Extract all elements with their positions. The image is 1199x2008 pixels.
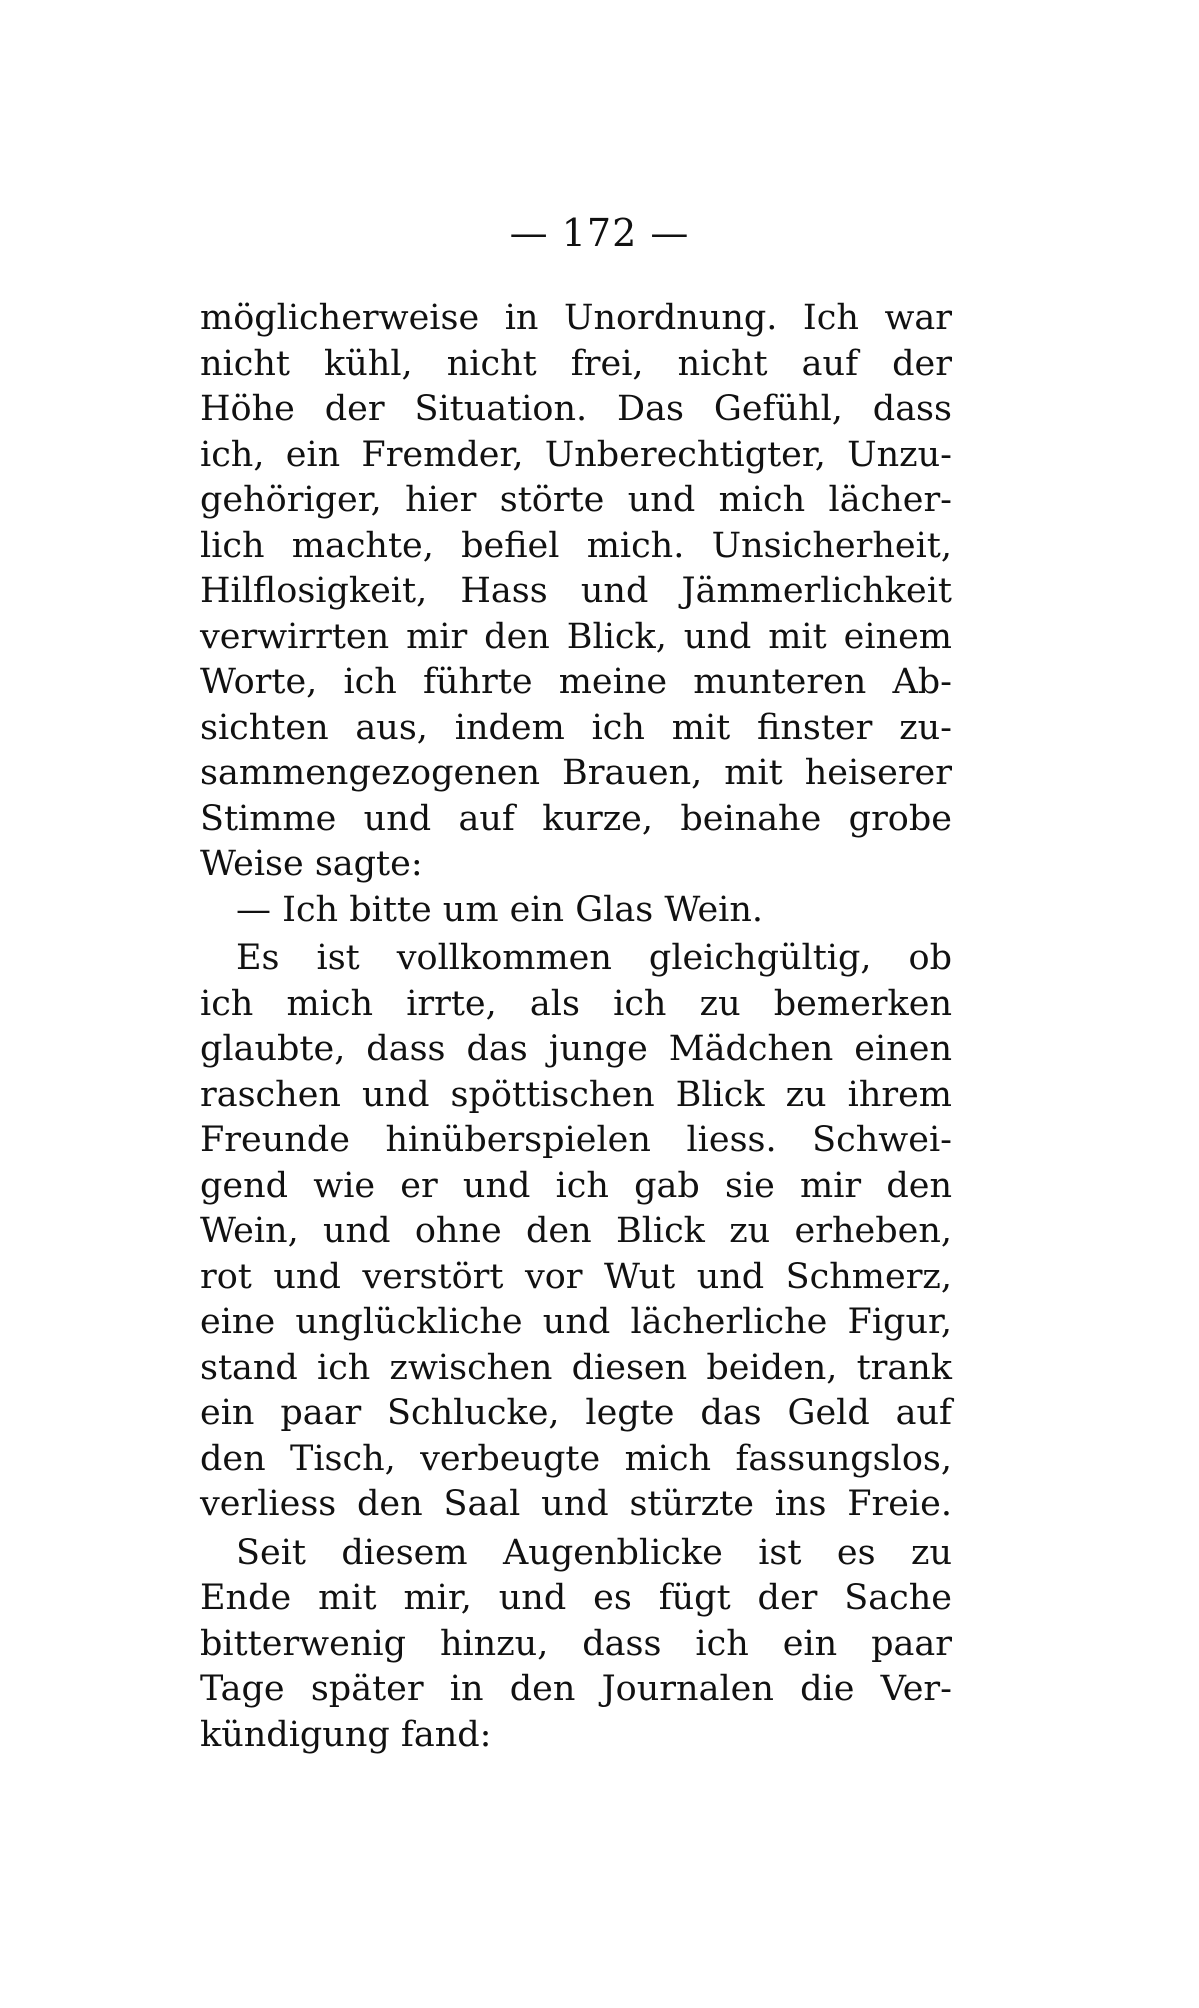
text-line: Höhe der Situation. Das Gefühl, dass [200,389,952,429]
text-line: verliess den Saal und stürzte ins Freie. [200,1484,952,1524]
text-line: rot und verstört vor Wut und Schmerz, [200,1256,952,1297]
text-line: verwirrten mir den Blick, und mit einem [200,616,952,657]
text-line: gend wie er und ich gab sie mir den [200,1165,952,1206]
text-line: stand ich zwischen diesen beiden, trank [200,1347,952,1388]
text-line: gehöriger, hier störte und mich lächer- [200,480,952,520]
text-line: Weise sagte: [200,844,423,884]
text-line: sammengezogenen Brauen, mit heiserer [200,753,952,793]
text-line: glaubte, dass das junge Mädchen einen [200,1029,952,1069]
dialogue-line: — Ich bitte um ein Glas Wein. [236,889,764,930]
paragraph-start-line: Es ist vollkommen gleichgültig, ob [236,938,952,978]
text-line: ich mich irrte, als ich zu bemerken [200,983,952,1024]
text-line: bitterwenig hinzu, dass ich ein paar [200,1623,952,1664]
body-text [200,296,952,1758]
text-line: kündigung fand: [200,1714,492,1755]
text-line: raschen und spöttischen Blick zu ihrem [200,1074,952,1115]
text-line: Freunde hinüberspielen liess. Schwei- [200,1120,952,1160]
text-line: sichten aus, indem ich mit finster zu- [200,707,952,748]
text-line: Wein, und ohne den Blick zu erheben, [200,1211,952,1251]
text-line: nicht kühl, nicht frei, nicht auf der [200,343,952,384]
text-line: Stimme und auf kurze, beinahe grobe [200,798,952,839]
text-line: Tage später in den Journalen die Ver- [200,1669,952,1709]
text-line: ich, ein Fremder, Unberechtigter, Unzu- [200,434,952,475]
text-line: möglicherweise in Unordnung. Ich war [200,298,952,338]
page-number: — 172 — [509,211,690,255]
text-line: Ende mit mir, und es fügt der Sache [200,1578,952,1618]
text-line: lich machte, befiel mich. Unsicherheit, [200,525,952,566]
text-line: den Tisch, verbeugte mich fassungslos, [200,1438,952,1479]
paragraph-start-line: Seit diesem Augenblicke ist es zu [236,1532,952,1573]
text-line: Hilflosigkeit, Hass und Jämmerlichkeit [200,571,952,611]
text-line: eine unglückliche und lächerliche Figur, [200,1302,952,1342]
text-line: Worte, ich führte meine munteren Ab- [200,662,952,702]
text-line: ein paar Schlucke, legte das Geld auf [200,1393,952,1433]
